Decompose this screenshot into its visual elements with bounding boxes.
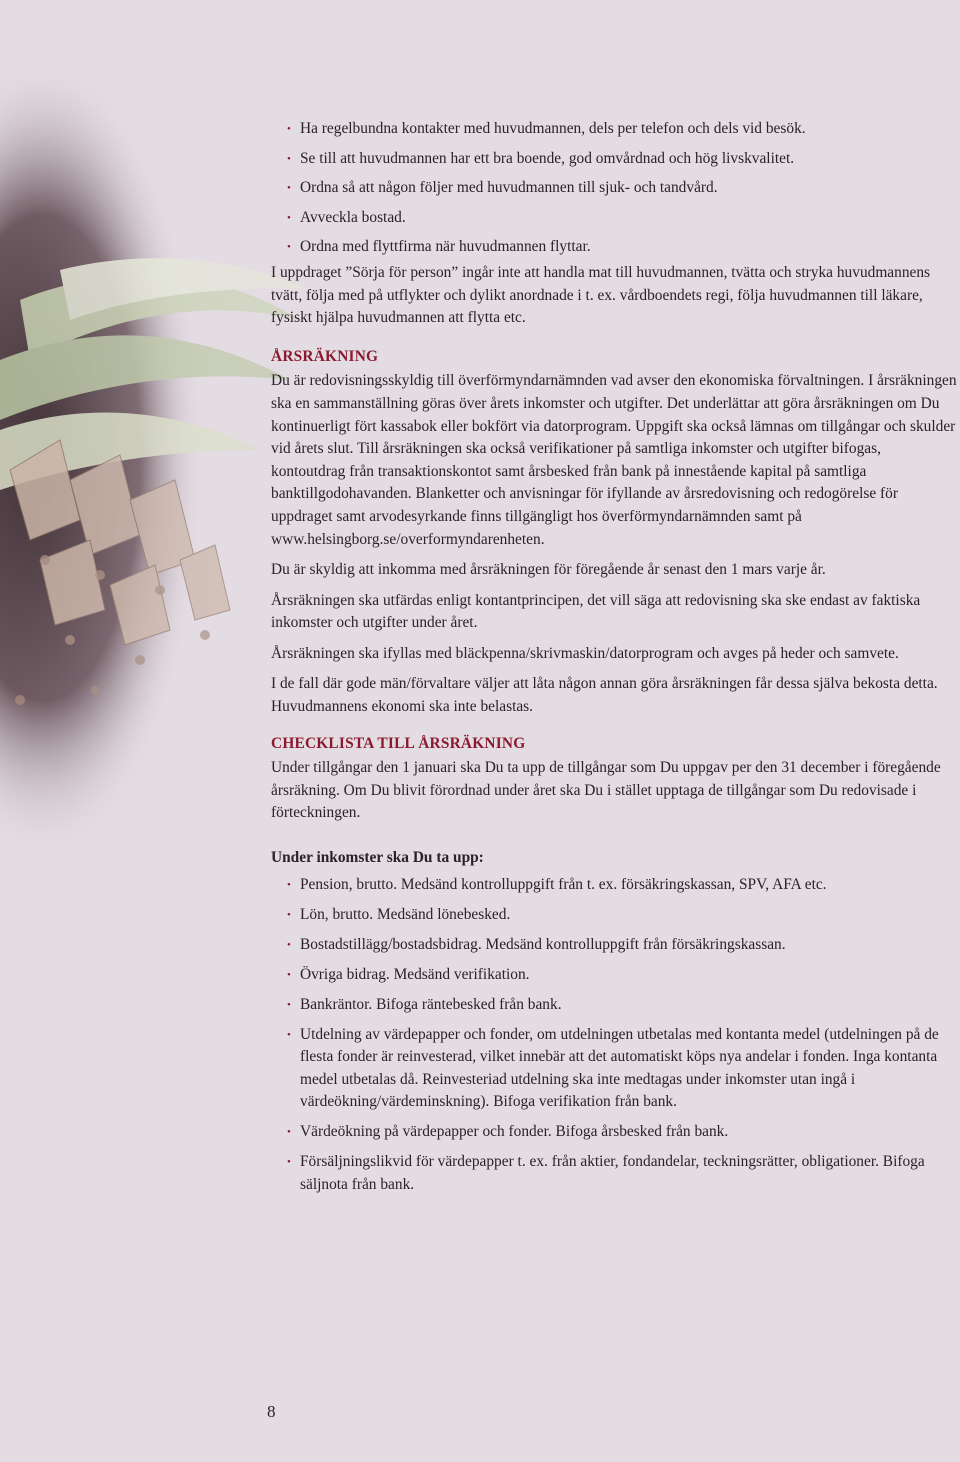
list-item: • Försäljningslikvid för värdepapper t. ex. från aktier, fondandelar, teckningsrätter, obligationer. Bifoga säljnota från bank.: [271, 1151, 957, 1196]
list-item: • Övriga bidrag. Medsänd verifikation.: [271, 964, 957, 987]
list-item: • Se till att huvudmannen har ett bra boende, god omvårdnad och hög livskvalitet.: [271, 148, 957, 171]
paragraph: I de fall där gode män/förvaltare väljer att låta någon annan göra årsräkningen får dessa själva bekosta detta. Huvudmannens ekonomi ska inte belastas.: [271, 675, 938, 716]
list-item: • Ordna så att någon följer med huvudmannen till sjuk- och tandvård.: [271, 177, 957, 200]
subheading-inkomster: Under inkomster ska Du ta upp:: [271, 849, 484, 867]
paragraph: Du är redovisningsskyldig till överförmyndarnämnden vad avser den ekonomiska förvaltningen. I årsräkningen ska en sammanställning göras över årets inkomster och utgifter. Det underlättar att göra årsräkningen om Du kontinuerligt fört kassabok eller bokfört via datorprogram. Uppgift ska också lämnas om tillgångar och skulder vid årets slut. Till årsräkningen ska också verifikationer på samtliga inkomster och utgifter bifogas, kontoutdrag från transaktionskontot samt årsbesked från bank på innestående kapital på samtliga banktillgodohavanden. Blanketter och anvisningar för ifyllande av årsredovisning och redogörelse för uppdraget samt arvodesyrkande finns tillgängligt hos överförmyndarnämnden samt på www.helsingborg.se/overformyndarenheten.: [271, 372, 957, 548]
duties-list: [271, 118, 957, 259]
list-item: • Ordna med flyttfirma när huvudmannen flyttar.: [271, 236, 957, 259]
paragraph: Under tillgångar den 1 januari ska Du ta upp de tillgångar som Du uppgav per den 31 december i föregående årsräkning. Om Du blivit förordnad under året ska Du i stället upptaga de tillgångar som Du redovisade i förteckningen.: [271, 759, 941, 822]
paragraph: Du är skyldig att inkomma med årsräkningen för föregående år senast den 1 mars varje år.: [271, 561, 826, 579]
list-item: • Avveckla bostad.: [271, 207, 957, 230]
list-item: • Bostadstillägg/bostadsbidrag. Medsänd kontrolluppgift från försäkringskassan.: [271, 934, 957, 957]
paragraph: Årsräkningen ska ifyllas med bläckpenna/skrivmaskin/datorprogram och avges på heder och samvete.: [271, 644, 899, 662]
section-heading-arsrakning: ÅRSRÄKNING: [271, 347, 379, 365]
list-item: • Ha regelbundna kontakter med huvudmannen, dels per telefon och dels vid besök.: [271, 118, 957, 141]
list-item: • Bankräntor. Bifoga räntebesked från bank.: [271, 994, 957, 1017]
list-item: • Lön, brutto. Medsänd lönebesked.: [271, 904, 957, 927]
page-content: [271, 118, 957, 1204]
paragraph: Årsräkningen ska utfärdas enligt kontantprincipen, det vill säga att redovisning ska ske endast av faktiska inkomster och utgifter under året.: [271, 591, 921, 632]
list-item: • Utdelning av värdepapper och fonder, om utdelningen utbetalas med kontanta medel (utdelningen på de flesta fonder är reinvesterad, vilket innebär att det automatiskt köps nya andelar i fonden. Inga kontanta medel utbetalas då. Reinvesteriad utdelning ska inte medtagas under inkomster utan ingå i värdeökning/värdeminskning). Bifoga verifikation från bank.: [271, 1024, 957, 1114]
list-item: • Värdeökning på värdepapper och fonder. Bifoga årsbesked från bank.: [271, 1121, 957, 1144]
income-checklist: [271, 874, 957, 1197]
page-number: 8: [267, 1402, 276, 1421]
list-item: • Pension, brutto. Medsänd kontrolluppgift från t. ex. försäkringskassan, SPV, AFA etc.: [271, 874, 957, 897]
section-heading-checklista: CHECKLISTA TILL ÅRSRÄKNING: [271, 734, 526, 752]
intro-paragraph: I uppdraget ”Sörja för person” ingår inte att handla mat till huvudmannen, tvätta och stryka huvudmannens tvätt, följa med på utflykter och dylikt anordnade i t. ex. vårdboendets regi, följa huvudmannen till läkare, fysiskt hjälpa huvudmannen att flytta etc.: [271, 263, 931, 327]
